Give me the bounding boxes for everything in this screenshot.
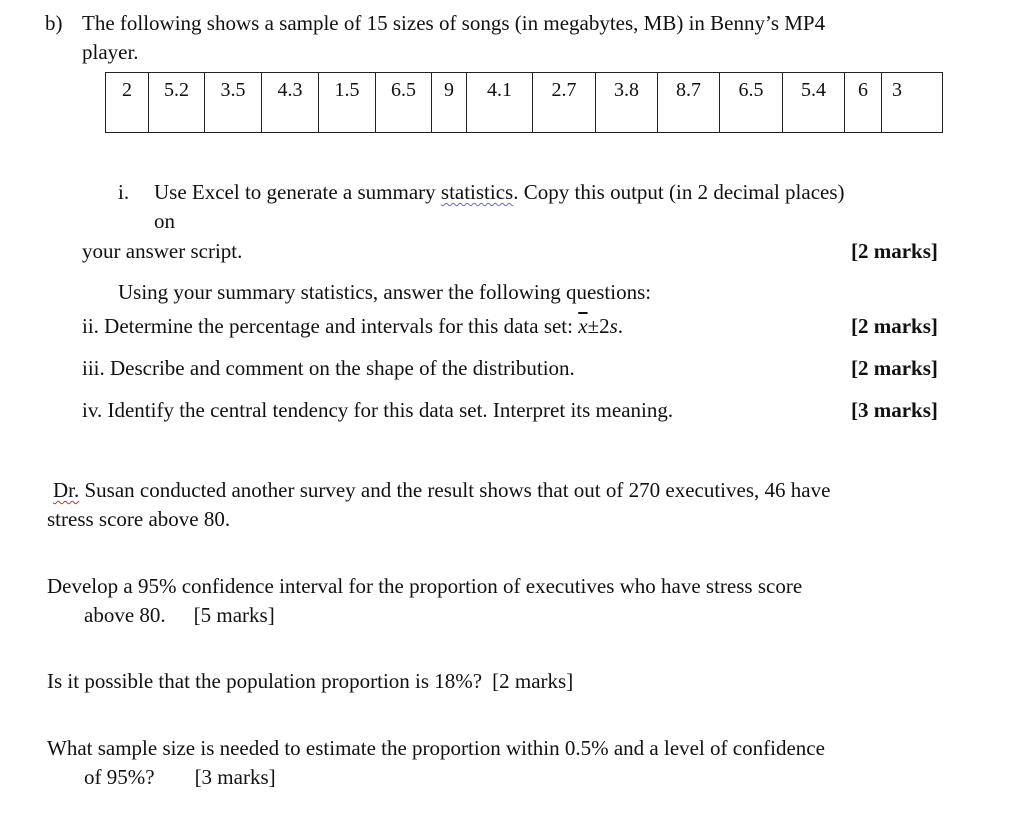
q-iii-marks: [2 marks] <box>851 356 938 380</box>
table-cell: 3 <box>882 73 943 133</box>
q-ci-marks: [5 marks] <box>193 603 275 627</box>
table-row <box>106 73 943 133</box>
table-cell: 5.2 <box>149 73 205 133</box>
q-ci-line1: Develop a 95% confidence interval for the proportion of executives who have stress score <box>47 574 803 598</box>
q-ii-marks: [2 marks] <box>851 314 938 338</box>
table-cell: 1.5 <box>319 73 376 133</box>
table-cell: 9 <box>432 73 467 133</box>
table-cell: 3.8 <box>596 73 658 133</box>
q-ii-dot: . <box>617 314 624 338</box>
q-i-line2: on <box>154 209 175 233</box>
q-ci-line2 <box>84 602 275 628</box>
survey-line1-rest: Susan conducted another survey and the result shows that out of 270 executives, 46 have <box>79 478 831 502</box>
q-ii-label: ii. Determine the percentage and intervals for this data set: <box>82 314 579 338</box>
table-cell: 5.4 <box>783 73 845 133</box>
q-iv-marks: [3 marks] <box>851 398 938 422</box>
survey-line1 <box>53 477 830 503</box>
q-i-numeral: i. <box>118 180 130 204</box>
q-size-marks: [3 marks] <box>194 765 276 789</box>
table-cell: 6.5 <box>720 73 783 133</box>
part-b-line1: The following shows a sample of 15 sizes of songs (in megabytes, MB) in Benny’s MP4 <box>82 11 826 35</box>
survey-line2: stress score above 80. <box>47 507 231 531</box>
questions-intro: Using your summary statistics, answer the following questions: <box>118 280 652 304</box>
q-i-post: . Copy this output (in 2 decimal places) <box>513 180 845 204</box>
table-cell: 2.7 <box>533 73 596 133</box>
table-cell: 6.5 <box>376 73 432 133</box>
table-cell: 8.7 <box>658 73 720 133</box>
q-iv-text: iv. Identify the central tendency for this data set. Interpret its meaning. <box>82 398 674 422</box>
q-i-line3: your answer script. <box>82 239 243 263</box>
survey-dr: Dr. <box>53 478 80 502</box>
q-i-line1 <box>154 179 845 205</box>
table-cell: 3.5 <box>205 73 262 133</box>
q-ii-pm: ±2 <box>587 314 610 338</box>
part-b-line2: player. <box>82 40 139 64</box>
table-cell: 2 <box>106 73 149 133</box>
table-cell: 4.3 <box>262 73 319 133</box>
q-ii-text <box>82 313 623 339</box>
q-pop-text: Is it possible that the population proportion is 18%? <box>47 669 483 693</box>
table-cell: 6 <box>845 73 882 133</box>
q-i-marks: [2 marks] <box>851 239 938 263</box>
q-size-line1: What sample size is needed to estimate the proportion within 0.5% and a level of confidence <box>47 736 825 760</box>
q-iii-text: iii. Describe and comment on the shape of the distribution. <box>82 356 575 380</box>
table-cell: 4.1 <box>467 73 533 133</box>
song-size-table <box>105 72 943 133</box>
q-ci-text: above 80. <box>84 603 166 627</box>
part-b-label: b) <box>45 11 63 35</box>
q-pop-marks: [2 marks] <box>492 669 574 693</box>
q-i-pre: Use Excel to generate a summary <box>154 180 441 204</box>
q-i-statistics-word: statistics <box>440 180 514 204</box>
q-size-line2 <box>84 764 276 790</box>
q-ii-xbar: $\overline{x}$ <box>578 314 588 338</box>
q-size-text: of 95%? <box>84 765 155 789</box>
q-pop-line <box>47 668 573 694</box>
q-ii-s: s <box>609 314 618 338</box>
